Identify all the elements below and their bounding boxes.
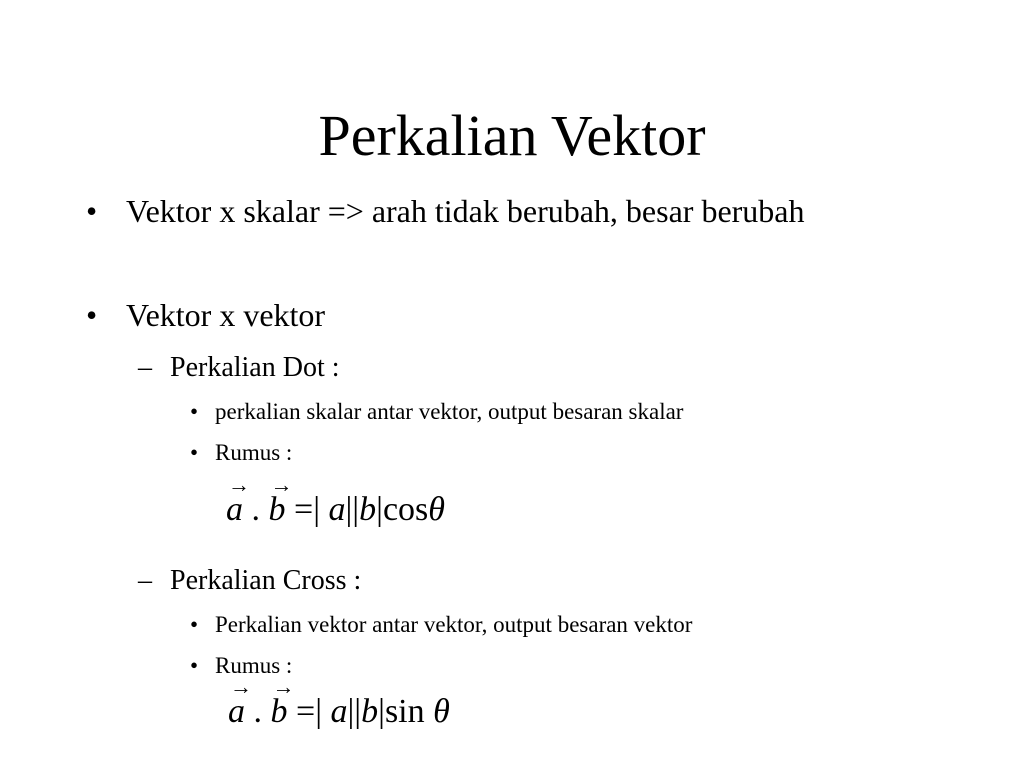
point-dot-rumus (190, 438, 292, 468)
point-text: Rumus : (215, 653, 293, 678)
dot-operator: . (251, 491, 260, 528)
magnitude-a: a (328, 491, 346, 528)
abs-bar: | (313, 491, 320, 528)
subheading-text: Perkalian Cross : (170, 565, 362, 596)
equals-sign: = (296, 693, 316, 730)
trig-function: cos (382, 491, 429, 528)
vector-arrow: → (230, 674, 252, 699)
vector-b: → b (268, 472, 293, 528)
abs-bar-double: || (347, 693, 362, 730)
formula-dot-product (226, 472, 445, 530)
vector-a: → a (228, 674, 252, 730)
point-text: Perkalian vektor antar vektor, output besaran vektor (215, 612, 693, 637)
bullet-marker: • (190, 653, 199, 678)
bullet-text: Vektor x skalar => arah tidak berubah, besar berubah (126, 193, 805, 229)
vector-b: → b (270, 674, 295, 730)
bullet-marker: • (86, 193, 98, 229)
abs-bar: | (315, 693, 322, 730)
abs-bar: | (376, 491, 383, 528)
vector-arrow: → (228, 472, 250, 497)
vector-arrow: → (272, 674, 295, 699)
abs-bar-double: || (345, 491, 360, 528)
subheading-text: Perkalian Dot : (170, 352, 340, 383)
vector-a: → a (226, 472, 250, 528)
dash-marker: – (138, 352, 152, 383)
theta-symbol: θ (433, 693, 450, 730)
bullet-vektor-skalar (80, 188, 880, 234)
magnitude-a: a (330, 693, 348, 730)
bullet-marker: • (86, 297, 98, 333)
magnitude-b: b (361, 693, 379, 730)
bullet-marker: • (190, 612, 199, 637)
dash-marker: – (138, 565, 152, 596)
bullet-vektor-vektor (80, 292, 880, 338)
theta-symbol: θ (428, 491, 445, 528)
dot-operator: . (253, 693, 262, 730)
bullet-text: Vektor x vektor (126, 297, 326, 333)
point-text: Rumus : (215, 440, 293, 465)
bullet-marker: • (190, 440, 199, 465)
magnitude-b: b (359, 491, 377, 528)
point-dot-description (190, 397, 683, 427)
equals-sign: = (294, 491, 314, 528)
slide-title: Perkalian Vektor (318, 103, 706, 168)
point-text: perkalian skalar antar vektor, output besaran skalar (215, 399, 684, 424)
abs-bar: | (378, 693, 385, 730)
subheading-perkalian-cross (138, 563, 361, 599)
bullet-marker: • (190, 399, 199, 424)
subheading-perkalian-dot (138, 350, 340, 386)
vector-arrow: → (270, 472, 293, 497)
trig-function: sin (384, 693, 425, 730)
point-cross-description (190, 610, 692, 640)
formula-cross-product (228, 674, 450, 732)
